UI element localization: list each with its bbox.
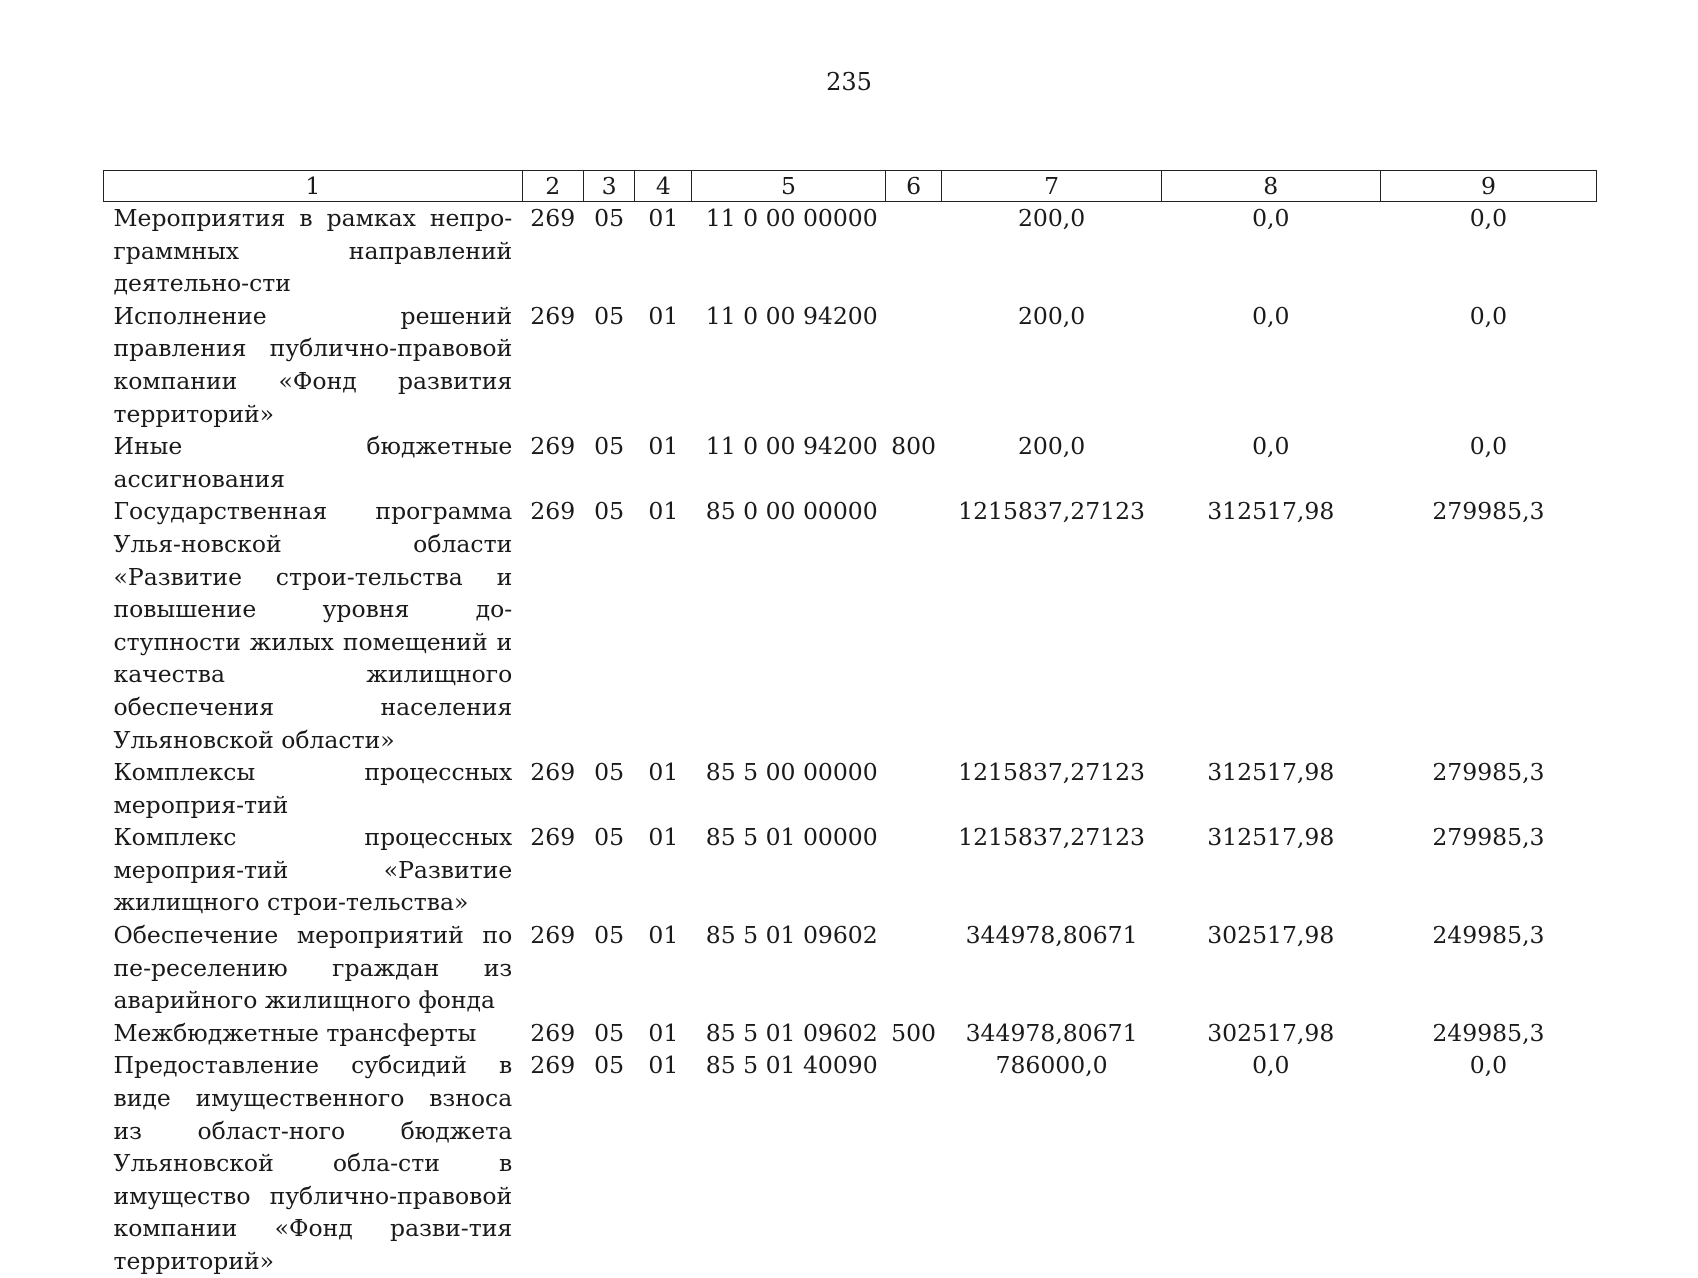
- amount-col-7: 344978,80671: [965, 921, 1138, 950]
- amount-col-7: 1215837,27123: [958, 758, 1146, 787]
- amount-col-7: 1215837,27123: [958, 497, 1146, 526]
- table-row: [104, 202, 1597, 300]
- admin-code: 269: [530, 758, 576, 787]
- amount-col-8: 312517,98: [1207, 823, 1335, 852]
- target-article-code: 85 5 01 40090: [705, 1051, 878, 1080]
- amount-col-8: 0,0: [1252, 432, 1290, 461]
- admin-code: 269: [530, 204, 576, 232]
- amount-col-7: 344978,80671: [965, 1018, 1138, 1047]
- item-name: Исполнение решений правления публично-правовой компании «Фонд развития территорий»: [113, 301, 513, 428]
- item-name: Комплекс процессных мероприя-тий «Развитие жилищного строи-тельства»: [113, 823, 513, 917]
- expense-type-code: [885, 919, 942, 1017]
- item-name: Иные бюджетные ассигнования: [113, 432, 513, 493]
- amount-col-8: 312517,98: [1207, 497, 1335, 526]
- subsection-code: 01: [648, 921, 679, 950]
- admin-code: 269: [530, 301, 576, 330]
- target-article-code: 85 5 00 00000: [705, 758, 878, 787]
- target-article-code: 11 0 00 94200: [705, 432, 878, 461]
- column-header: 5: [692, 171, 885, 202]
- expense-type-code: 800: [891, 432, 936, 461]
- section-code: 05: [594, 432, 625, 461]
- expense-type-code: [885, 495, 942, 756]
- table-row: [104, 919, 1597, 1017]
- subsection-code: 01: [648, 301, 679, 330]
- table-header-row: [104, 171, 1597, 202]
- amount-col-7: 786000,0: [995, 1051, 1108, 1080]
- target-article-code: 85 0 00 00000: [705, 497, 878, 526]
- subsection-code: 01: [648, 758, 679, 787]
- target-article-code: 85 5 01 09602: [705, 921, 878, 950]
- table-row: [104, 495, 1597, 756]
- admin-code: 269: [530, 823, 576, 852]
- amount-col-9: 249985,3: [1432, 921, 1545, 950]
- column-header: 2: [522, 171, 583, 202]
- section-code: 05: [594, 497, 625, 526]
- section-code: 05: [594, 204, 625, 232]
- amount-col-7: 200,0: [1017, 432, 1086, 461]
- amount-col-7: 200,0: [1017, 204, 1086, 232]
- amount-col-7: 1215837,27123: [958, 823, 1146, 852]
- expense-type-code: [885, 1049, 942, 1277]
- expense-type-code: [885, 821, 942, 919]
- table-row: [104, 821, 1597, 919]
- page-number: 235: [826, 68, 872, 96]
- amount-col-8: 302517,98: [1207, 1018, 1335, 1047]
- expense-type-code: 500: [891, 1018, 936, 1047]
- column-header: 7: [942, 171, 1161, 202]
- amount-col-9: 279985,3: [1432, 823, 1545, 852]
- subsection-code: 01: [648, 432, 679, 461]
- amount-col-8: 312517,98: [1207, 758, 1335, 787]
- expense-type-code: [885, 202, 942, 300]
- section-code: 05: [594, 301, 625, 330]
- item-name: Межбюджетные трансферты: [113, 1018, 477, 1047]
- table-row: [104, 756, 1597, 821]
- amount-col-9: 279985,3: [1432, 497, 1545, 526]
- amount-col-7: 200,0: [1017, 301, 1086, 330]
- target-article-code: 85 5 01 00000: [705, 823, 878, 852]
- column-header: 8: [1161, 171, 1380, 202]
- column-header: 9: [1380, 171, 1596, 202]
- amount-col-8: 302517,98: [1207, 921, 1335, 950]
- column-header: 4: [635, 171, 692, 202]
- expense-type-code: [885, 300, 942, 430]
- section-code: 05: [594, 921, 625, 950]
- admin-code: 269: [530, 497, 576, 526]
- subsection-code: 01: [648, 497, 679, 526]
- section-code: 05: [594, 1018, 625, 1047]
- amount-col-8: 0,0: [1252, 204, 1290, 232]
- subsection-code: 01: [648, 1051, 679, 1080]
- subsection-code: 01: [648, 823, 679, 852]
- amount-col-8: 0,0: [1252, 301, 1290, 330]
- column-header: 3: [583, 171, 635, 202]
- column-header: 1: [104, 171, 523, 202]
- table-row: [104, 430, 1597, 495]
- item-name: Обеспечение мероприятий по пе-реселению граждан из аварийного жилищного фонда: [113, 921, 513, 1015]
- amount-col-9: 0,0: [1469, 204, 1508, 232]
- subsection-code: 01: [648, 204, 679, 232]
- expense-type-code: [885, 756, 942, 821]
- admin-code: 269: [530, 432, 576, 461]
- amount-col-8: 0,0: [1252, 1051, 1290, 1080]
- amount-col-9: 0,0: [1469, 432, 1508, 461]
- amount-col-9: 0,0: [1469, 1051, 1508, 1080]
- target-article-code: 11 0 00 94200: [705, 301, 878, 330]
- admin-code: 269: [530, 921, 576, 950]
- subsection-code: 01: [648, 1018, 679, 1047]
- admin-code: 269: [530, 1051, 576, 1080]
- table-row: [104, 300, 1597, 430]
- admin-code: 269: [530, 1018, 576, 1047]
- amount-col-9: 279985,3: [1432, 758, 1545, 787]
- table-row: [104, 1049, 1597, 1277]
- section-code: 05: [594, 823, 625, 852]
- target-article-code: 85 5 01 09602: [705, 1018, 878, 1047]
- item-name: Комплексы процессных мероприя-тий: [113, 758, 513, 819]
- amount-col-9: 0,0: [1469, 301, 1508, 330]
- item-name: Мероприятия в рамках непро-граммных направлений деятельно-сти: [113, 204, 513, 298]
- item-name: Государственная программа Улья-новской области «Развитие строи-тельства и повышение уровня до-ступности жилых помещений и качества жилищного обеспечения населения Ульяновской области»: [113, 497, 513, 754]
- column-header: 6: [885, 171, 942, 202]
- target-article-code: 11 0 00 00000: [705, 204, 878, 232]
- item-name: Предоставление субсидий в виде имущественного взноса из област-ного бюджета Ульяновской обла-сти в имущество публично-правовой компании «Фонд разви-тия территорий»: [113, 1051, 513, 1275]
- section-code: 05: [594, 758, 625, 787]
- section-code: 05: [594, 1051, 625, 1080]
- table-row: [104, 1017, 1597, 1050]
- amount-col-9: 249985,3: [1432, 1018, 1545, 1047]
- budget-table: [103, 170, 1597, 1278]
